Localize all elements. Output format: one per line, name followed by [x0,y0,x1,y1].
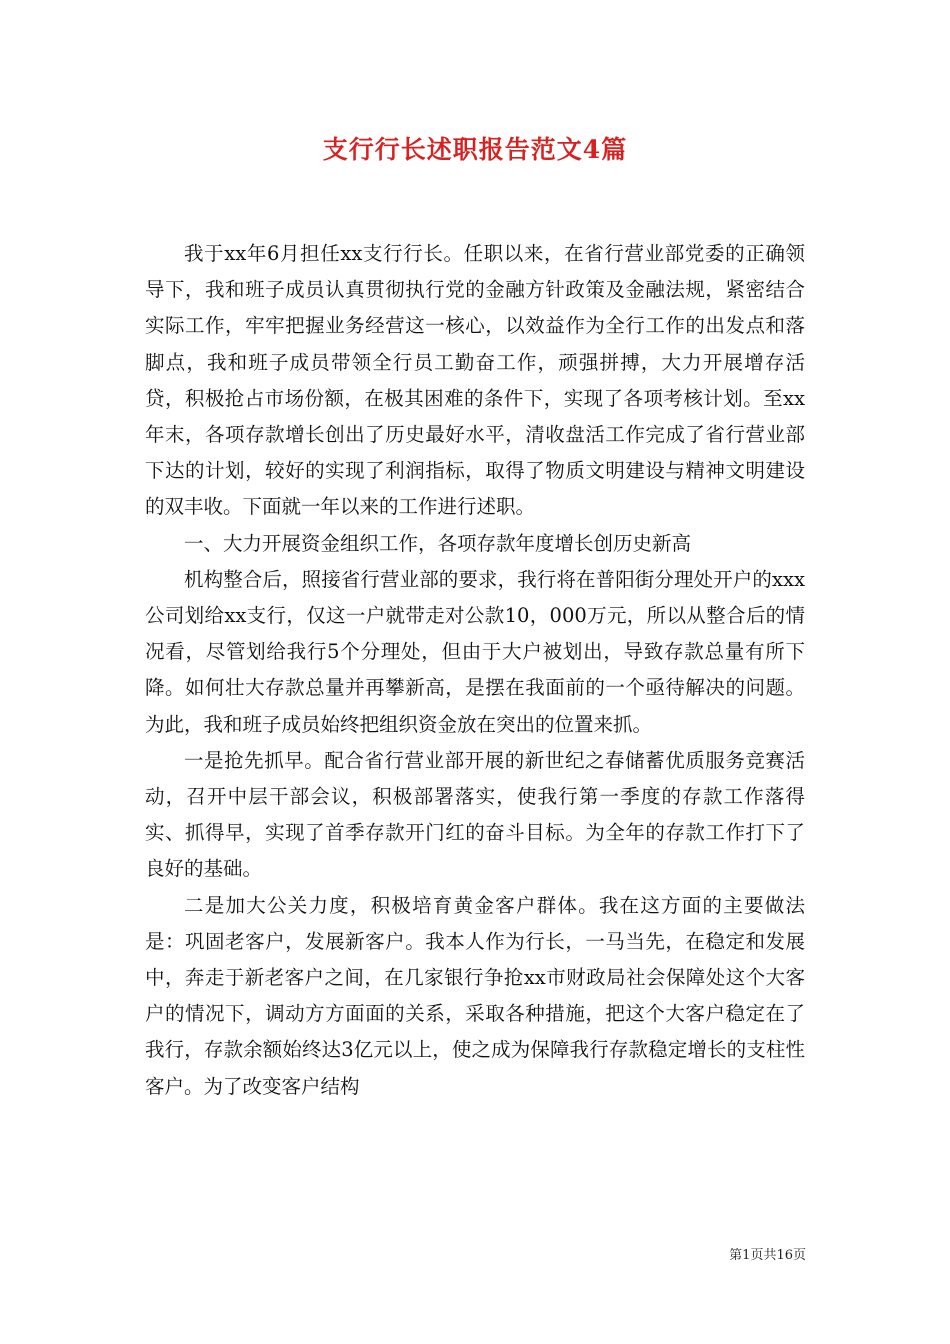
document-body [145,236,805,1105]
paragraph-integration: 机构整合后，照接省行营业部的要求，我行将在普阳街分理处开户的xxx公司划给xx支行，仅这一户就带走对公款10，000万元，所以从整合后的情况看，尽管划给我行5个分理处，但由于大户被划出，导致存款总量有所下降。如何壮大存款总量并再攀新高，是摆在我面前的一个亟待解决的问题。为此，我和班子成员始终把组织资金放在突出的位置来抓。 [145,567,805,736]
paragraph-intro: 我于xx年6月担任xx支行行长。任职以来，在省行营业部党委的正确领导下，我和班子成员认真贯彻执行党的金融方针政策及金融法规，紧密结合实际工作，牢牢把握业务经营这一核心，以效益作为全行工作的出发点和落脚点，我和班子成员带领全行员工勤奋工作，顽强拼搏，大力开展增存活贷，积极抢占市场份额，在极其困难的条件下，实现了各项考核计划。至xx年末，各项存款增长创出了历史最好水平，清收盘活工作完成了省行营业部下达的计划，较好的实现了利润指标，取得了物质文明建设与精神文明建设的双丰收。下面就一年以来的工作进行述职。 [145,242,805,519]
paragraph-point-2: 二是加大公关力度，积极培育黄金客户群体。我在这方面的主要做法是：巩固老客户，发展新客户。我本人作为行长，一马当先，在稳定和发展中，奔走于新老客户之间，在几家银行争抢xx市财政局社会保障处这个大客户的情况下，调动方方面面的关系，采取各种措施，把这个大客户稳定在了我行，存款余额始终达3亿元以上，使之成为保障我行存款稳定增长的支柱性客户。为了改变客户结构 [145,893,805,1098]
page-number-footer: 第1页共16页 [729,1248,806,1263]
paragraph-point-1: 一是抢先抓早。配合省行营业部开展的新世纪之春储蓄优质服务竞赛活动，召开中层干部会议，积极部署落实，使我行第一季度的存款工作落得实、抓得早，实现了首季存款开门红的奋斗目标。为全年的存款工作打下了良好的基础。 [145,748,805,881]
document-title: 支行行长述职报告范文4篇 [322,135,628,164]
section-heading-1: 一、大力开展资金组织工作，各项存款年度增长创历史新高 [184,531,692,555]
